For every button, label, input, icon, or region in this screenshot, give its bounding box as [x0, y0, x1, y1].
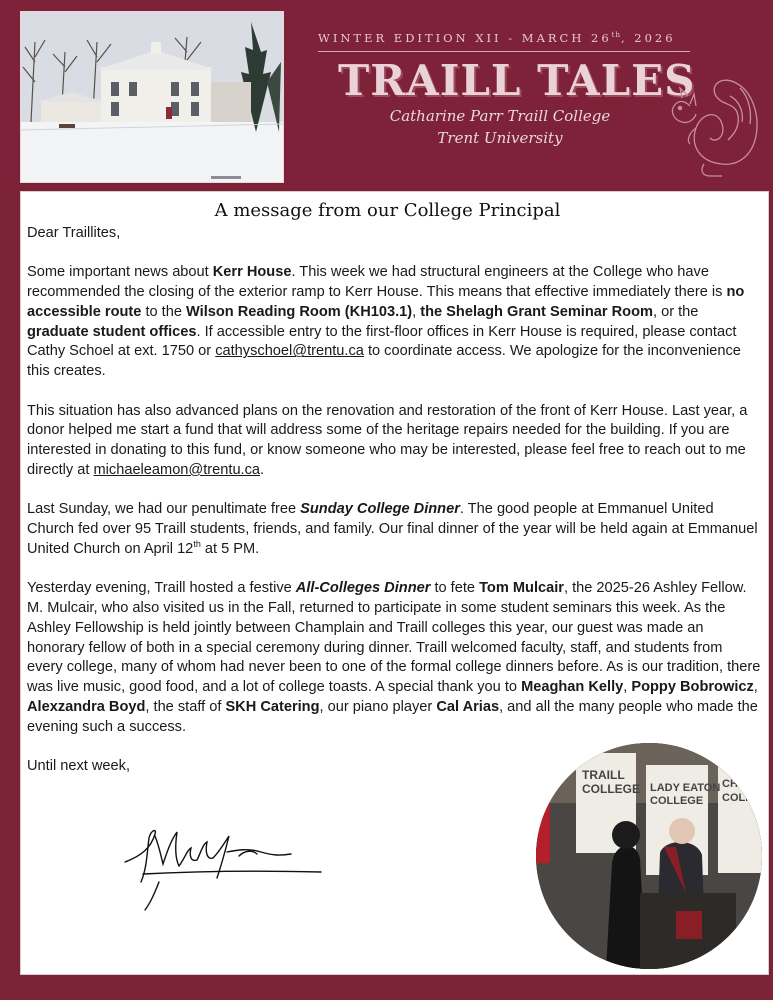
newsletter-subtitle	[340, 105, 660, 149]
college-name: Catharine Parr Traill College	[389, 107, 611, 125]
principal-email-link[interactable]: michaeleamon@trentu.ca	[93, 461, 261, 478]
greeting: Dear Traillites,	[27, 225, 121, 241]
no-accessible-route-bold: no accessible route	[27, 284, 745, 320]
banner-text: COLLEGE	[650, 795, 704, 807]
text: to coordinate access. We apologize for the inconvenience this creates.	[27, 343, 741, 380]
banner-text: COLLE	[722, 792, 760, 804]
paragraph-all-colleges-dinner	[27, 579, 762, 737]
sunday-dinner-bold: Sunday College Dinner	[300, 501, 460, 518]
message-title: A message from our College Principal	[214, 200, 561, 221]
paragraph-renovation	[27, 402, 762, 481]
alexzandra-boyd-bold: Alexzandra Boyd	[27, 698, 146, 715]
kerr-house-bold: Kerr House	[212, 264, 292, 281]
text: ,	[623, 679, 632, 696]
college-building-photo	[20, 11, 284, 183]
edition-year: , 2026	[620, 31, 676, 45]
paragraph-kerr-house	[27, 263, 762, 382]
text: Last Sunday, we had our penultimate free	[27, 501, 301, 518]
cathy-email-link[interactable]: cathyschoel@trentu.ca	[215, 343, 364, 360]
banner-lady-eaton: LADY EATON	[650, 782, 721, 794]
meaghan-kelly-bold: Meaghan Kelly	[521, 679, 624, 696]
tom-mulcair-bold: Tom Mulcair	[479, 580, 564, 597]
text: ,	[753, 679, 758, 696]
text: , the 2025-26 Ashley Fellow. M. Mulcair, who also visited us in the Fall, returned to participate in some student seminars this week. As the Ashley Fellowship is held jointly between Champlain and Traill colleges this year, our guest was made an honorary fellow of both in a special ceremony during dinner. Traill welcomed faculty, staff, and students from every college, many of whom had never been to one of the formal college dinners before. As is our tradition, there was live music, good food, and a lot of college toasts. A special thank you to	[27, 580, 761, 696]
event-photo	[536, 743, 762, 969]
text: . If accessible entry to the first-floor offices in Kerr House is required, please contact Cathy Schoel at ext. 1750 or	[27, 323, 737, 360]
wilson-reading-room-bold: Wilson Reading Room (KH103.1)	[186, 303, 413, 320]
seminar-room-bold: the Shelagh Grant Seminar Room	[420, 303, 653, 320]
header	[0, 0, 773, 188]
date-suffix: th	[193, 539, 201, 549]
text: , and all the many people who made the evening such a success.	[27, 698, 758, 735]
paragraph-sunday-dinner	[27, 500, 762, 559]
text: , our piano player	[319, 698, 437, 715]
text: ,	[412, 303, 421, 320]
signature-icon	[121, 822, 331, 912]
text: , the staff of	[145, 698, 226, 715]
closing: Until next week,	[27, 758, 131, 775]
text: to fete	[430, 580, 480, 597]
edition-text: WINTER EDITION XII - MARCH 26	[318, 31, 612, 45]
edition-divider	[318, 51, 690, 52]
squirrel-icon	[660, 66, 770, 188]
graduate-offices-bold: graduate student offices	[27, 323, 197, 340]
banner-champlain: CHA	[722, 778, 746, 790]
newsletter-title: TRAILL TALES	[338, 56, 696, 105]
text: to the	[141, 303, 187, 320]
text: Yesterday evening, Traill hosted a festive	[27, 580, 296, 597]
text: .	[260, 461, 265, 478]
text: . The good people at Emmanuel United Church fed over 95 Traill students, friends, and family. Our final dinner of the year will be held again at Emmanuel United Church on April 12	[27, 501, 758, 557]
footer-band	[0, 975, 773, 1000]
university-name: Trent University	[437, 129, 563, 147]
principal-message	[20, 191, 769, 975]
poppy-bobrowicz-bold: Poppy Bobrowicz	[631, 679, 754, 696]
text: , or the	[652, 303, 699, 320]
message-body	[27, 224, 762, 796]
cal-arias-bold: Cal Arias	[436, 698, 500, 715]
text: at 5 PM.	[200, 540, 260, 557]
edition-date-suffix: th	[611, 31, 621, 40]
all-colleges-dinner-bold: All-Colleges Dinner	[295, 580, 431, 597]
text: Some important news about	[27, 264, 213, 281]
text: . This week we had structural engineers at the College who have recommended the closing of the exterior ramp to Kerr House. This means that effective immediately there is	[27, 264, 727, 301]
skh-catering-bold: SKH Catering	[225, 698, 320, 715]
text: This situation has also advanced plans on the renovation and restoration of the front of Kerr House. Last year, a donor helped me start a fund that will address some of the heritage repairs needed for the building. If you are interested in donating to this fund, or know someone who may be interested, please feel free to reach out to me directly at	[27, 402, 748, 478]
banner-traill-college: TRAILL	[582, 768, 625, 782]
edition-line	[318, 31, 690, 45]
banner-text: COLLEGE	[582, 782, 641, 796]
